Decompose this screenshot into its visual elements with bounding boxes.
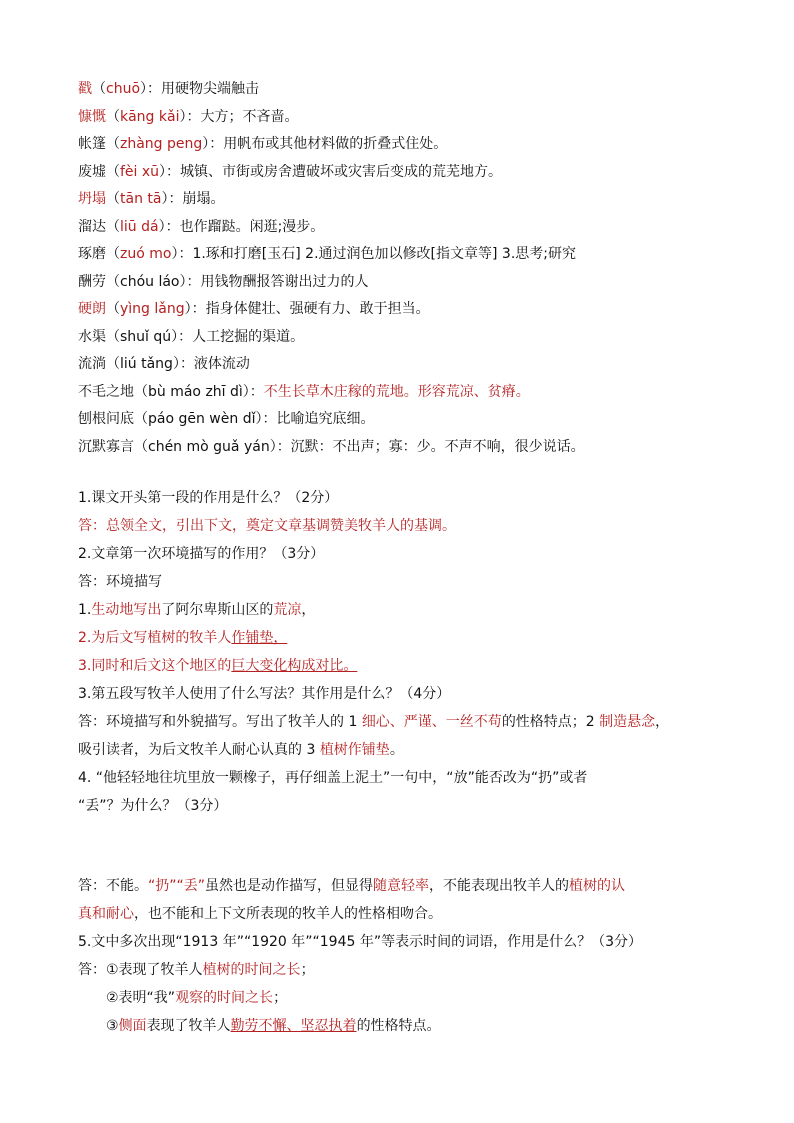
vocab-word: 慷慨 (78, 108, 106, 125)
vocab-paren: （ (106, 163, 120, 180)
vocab-paren: ） (158, 218, 166, 235)
answer-4-line-1: 答：不能。“扔”“丢”虽然也是动作描写，但显得随意轻率，不能表现出牧羊人的植树的认 (78, 878, 626, 894)
vocab-paren: ） (179, 108, 187, 125)
vocab-item (78, 80, 259, 98)
idiom-word: 沉默寡言 (78, 438, 134, 455)
vocab-item (78, 218, 324, 236)
vocab-paren: （ (106, 191, 120, 207)
vocab-paren: ） (172, 356, 180, 372)
vocab-item (78, 163, 502, 181)
idiom-item (78, 438, 585, 456)
vocab-pinyin: zhàng peng (120, 136, 203, 152)
vocab-word: 流淌 (78, 356, 106, 372)
vocab-definition: ：也作蹓跶。闲逛;漫步。 (165, 218, 325, 235)
idiom-definition: ：比喻追究底细。 (262, 411, 375, 427)
idiom-paren: ） (242, 383, 250, 400)
vocab-item (78, 273, 369, 291)
idiom-paren: （ (134, 411, 148, 427)
vocab-item (78, 245, 576, 263)
answer-3-line-2: 吸引读者，为后文牧羊人耐心认真的 3 植树作铺垫。 (78, 742, 404, 758)
answer-5-point-1: 答：①表现了牧羊人植树的时间之长； (78, 962, 315, 978)
idiom-definition: ： (249, 383, 264, 400)
vocab-item (78, 190, 224, 208)
vocab-definition: ：1.琢和打磨[玉石] 2.通过润色加以修改[指文章等] 3.思考;研究 (178, 246, 576, 262)
vocab-pinyin: zuó mo (120, 246, 172, 262)
answer-2-point-2: 2.为后文写植树的牧羊人作铺垫， (78, 630, 288, 646)
vocab-definition: ：用钱物酬报答谢出过力的人 (186, 273, 369, 290)
vocab-paren: （ (106, 246, 120, 262)
vocab-word: 琢磨 (78, 246, 106, 262)
vocab-paren: ） (184, 301, 192, 317)
idiom-paren: （ (134, 383, 148, 400)
vocab-paren: （ (106, 356, 120, 372)
idiom-pinyin: chén mò guǎ yán (148, 438, 270, 455)
vocab-word: 坍塌 (78, 191, 106, 207)
vocab-word: 溜达 (78, 218, 106, 235)
vocab-pinyin: kāng kǎi (120, 108, 180, 125)
answer-4-line-2: 真和耐心，也不能和上下文所表现的牧羊人的性格相吻合。 (78, 906, 442, 922)
vocab-definition: ：崩塌。 (168, 191, 225, 207)
vocab-paren: （ (106, 136, 120, 152)
vocab-pinyin: chóu láo (120, 273, 180, 290)
answer-3-line-1: 答：环境描写和外貌描写。写出了牧羊人的 1 细心、严谨、一丝不苟的性格特点；2 制造悬念， (78, 714, 670, 730)
vocab-paren: ） (159, 163, 167, 180)
vocab-definition: ：人工挖掘的渠道。 (178, 328, 305, 345)
idiom-paren: ） (269, 438, 277, 455)
vocab-pinyin: liū dá (120, 218, 159, 235)
vocab-definition: ：大方；不吝啬。 (186, 108, 299, 125)
vocab-word: 帐篷 (78, 136, 106, 152)
vocab-item (78, 135, 447, 153)
question-4-line-1: 4. “他轻轻地往坑里放一颗橡子，再仔细盖上泥土”一句中，“放”能否改为“扔”或者 (78, 770, 588, 786)
vocab-paren: ） (179, 273, 187, 290)
question-2: 2.文章第一次环境描写的作用？（3分） (78, 546, 325, 562)
idiom-paren: ） (255, 411, 263, 427)
vocab-definition: ：指身体健壮、强硬有力、敢于担当。 (191, 301, 430, 317)
vocab-definition: ：用硬物尖端触击 (147, 81, 260, 97)
vocab-pinyin: shuǐ qú (120, 328, 172, 345)
vocab-paren: （ (106, 301, 120, 317)
idiom-item (78, 383, 530, 401)
vocab-pinyin: tān tā (120, 191, 162, 207)
question-5: 5.文中多次出现“1913 年”“1920 年”“1945 年”等表示时间的词语，作用是什么？（3分） (78, 934, 643, 950)
vocab-word: 酬劳 (78, 273, 106, 290)
idiom-item (78, 410, 374, 428)
answer-5-point-3: ③侧面表现了牧羊人勤劳不懈、坚忍执着的性格特点。 (106, 1018, 441, 1034)
vocab-definition: ：城镇、市街或房舍遭破坏或灾害后变成的荒芜地方。 (166, 163, 503, 180)
vocab-word: 硬朗 (78, 301, 106, 317)
vocab-paren: （ (106, 328, 120, 345)
vocab-word: 废墟 (78, 163, 106, 180)
idiom-pinyin: páo gēn wèn dǐ (148, 411, 256, 427)
vocab-word: 水渠 (78, 328, 106, 345)
vocab-pinyin: chuō (106, 81, 141, 97)
vocab-paren: ） (161, 191, 169, 207)
vocab-pinyin: fèi xū (120, 163, 160, 180)
answer-2-point-1: 1.生动地写出了阿尔卑斯山区的荒凉， (78, 602, 316, 618)
answer-1: 答：总领全文，引出下文，奠定文章基调赞美牧羊人的基调。 (78, 518, 456, 534)
answer-2-head: 答：环境描写 (78, 574, 162, 590)
vocab-definition: ：液体流动 (179, 356, 250, 372)
vocab-pinyin: liú tǎng (120, 356, 173, 372)
question-1: 1.课文开头第一段的作用是什么？（2分） (78, 490, 339, 506)
vocab-paren: ） (171, 328, 179, 345)
vocab-pinyin: yìng lǎng (120, 301, 185, 317)
vocab-item (78, 328, 304, 346)
vocab-item (78, 355, 250, 373)
idiom-word: 不毛之地 (78, 383, 134, 400)
vocab-paren: （ (106, 108, 120, 125)
question-4-line-2: “丢”？为什么？（3分） (78, 798, 228, 814)
vocab-paren: （ (92, 81, 106, 97)
vocab-item (78, 108, 298, 126)
idiom-definition: ：沉默：不出声；寡：少。不声不响，很少说话。 (276, 438, 585, 455)
idiom-paren: （ (134, 438, 148, 455)
vocab-paren: ） (171, 246, 179, 262)
idiom-word: 刨根问底 (78, 411, 134, 427)
vocab-word: 戳 (78, 81, 92, 97)
answer-5-point-2: ②表明“我”观察的时间之长； (106, 990, 288, 1006)
vocab-item (78, 300, 430, 318)
vocab-paren: （ (106, 218, 120, 235)
idiom-definition-highlight: 不生长草木庄稼的荒地。形容荒凉、贫瘠。 (263, 383, 530, 400)
vocab-definition: ：用帆布或其他材料做的折叠式住处。 (209, 136, 448, 152)
vocab-paren: ） (202, 136, 210, 152)
question-3: 3.第五段写牧羊人使用了什么写法？其作用是什么？（4分） (78, 686, 451, 702)
vocab-paren: （ (106, 273, 120, 290)
vocab-paren: ） (140, 81, 148, 97)
answer-2-point-3: 3.同时和后文这个地区的巨大变化构成对比。 (78, 658, 358, 674)
idiom-pinyin: bù máo zhī dì (148, 383, 243, 400)
